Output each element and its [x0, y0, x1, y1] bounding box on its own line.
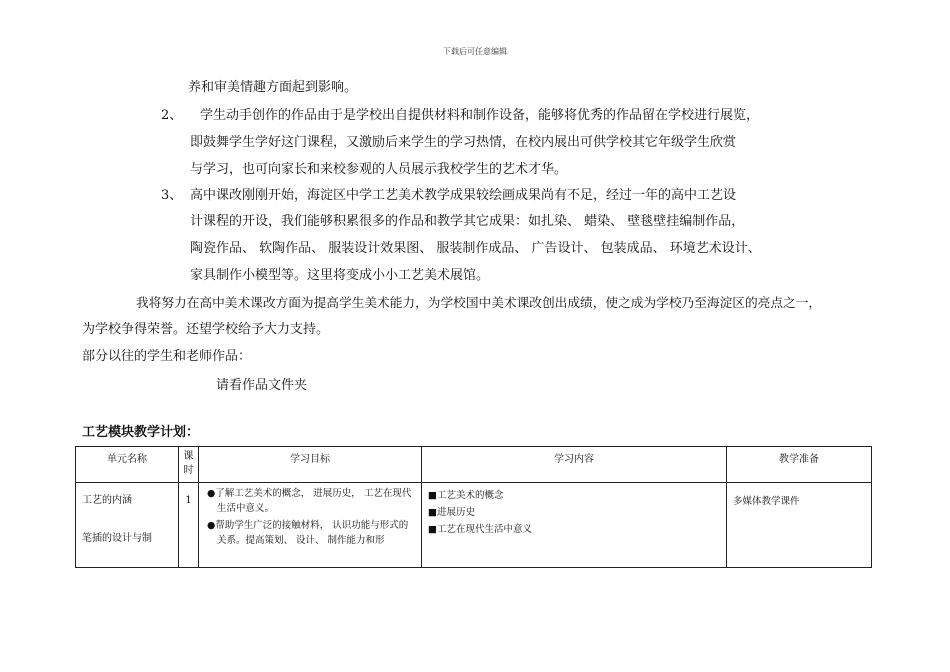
page-header-caption: 下载后可任意编辑: [443, 47, 507, 56]
teaching-plan-table: [75, 446, 872, 568]
body-line: 部分以往的学生和老师作品：: [82, 349, 252, 364]
body-line: 家具制作小模型等。这里将变成小小工艺美术展馆。: [190, 268, 490, 283]
section-heading: 工艺模块教学计划：: [82, 425, 200, 440]
body-line: 即鼓舞学生学好这门课程，又激励后来学生的学习热情，在校内展出可供学校其它年级学生欣赏: [190, 135, 737, 150]
table-row: [76, 483, 872, 568]
content-item: ■进展历史: [428, 507, 475, 518]
body-line: 学生动手创作的作品由于是学校出自提供材料和制作设备，能够将优秀的作品留在学校进行展览，: [200, 108, 760, 123]
body-line: 为学校争得荣誉。还望学校给予大力支持。: [82, 322, 330, 337]
cell-objectives: [199, 483, 422, 568]
header-objectives: 学习目标: [199, 447, 422, 483]
objective-item: ●了解工艺美术的概念， 进展历史， 工艺在现代生活中意义。: [207, 488, 412, 514]
header-unit-name: 单元名称: [76, 447, 179, 483]
header-prep: 教学准备: [727, 447, 872, 483]
content-item: ■工艺美术的概念: [428, 490, 504, 501]
content-item: ■工艺在现代生活中意义: [428, 524, 532, 535]
body-line: 与学习，也可向家长和来校参观的人员展示我校学生的艺术才华。: [190, 162, 568, 177]
list-number: 2、: [161, 108, 183, 123]
list-number: 3、: [161, 188, 183, 203]
header-hours: 课时: [179, 447, 199, 483]
unit-name-line: 工艺的内涵: [82, 495, 132, 506]
body-line: 高中课改刚刚开始，海淀区中学工艺美术教学成果较绘画成果尚有不足，经过一年的高中工艺设: [190, 188, 737, 203]
cell-hours: 1: [179, 483, 199, 568]
body-line: 我将努力在高中美术课改方面为提高学生美术能力，为学校国中美术课改创出成绩，使之成为学校乃至海淀区的亮点之一，: [136, 295, 822, 310]
body-line: 陶瓷作品、 软陶作品、 服装设计效果图、 服装制作成品、 广告设计、 包装成品、 环境艺术设计、: [190, 241, 761, 256]
body-line: 计课程的开设，我们能够积累很多的作品和教学其它成果：如扎染、 蜡染、 壁毯壁挂编制作品，: [190, 214, 745, 229]
cell-prep: 多媒体教学课件: [727, 483, 872, 568]
body-line: 养和审美情趣方面起到影响。: [188, 80, 358, 95]
objective-item: ●帮助学生广泛的接触材料， 认识功能与形式的关系。提高策划、 设计、 制作能力和形: [207, 520, 409, 546]
cell-unit-name: [76, 483, 179, 568]
cell-content: [422, 483, 727, 568]
body-line: 请看作品文件夹: [216, 378, 308, 393]
unit-name-line: 笔插的设计与制: [82, 533, 152, 544]
header-content: 学习内容: [422, 447, 727, 483]
table-header-row: [76, 447, 872, 483]
